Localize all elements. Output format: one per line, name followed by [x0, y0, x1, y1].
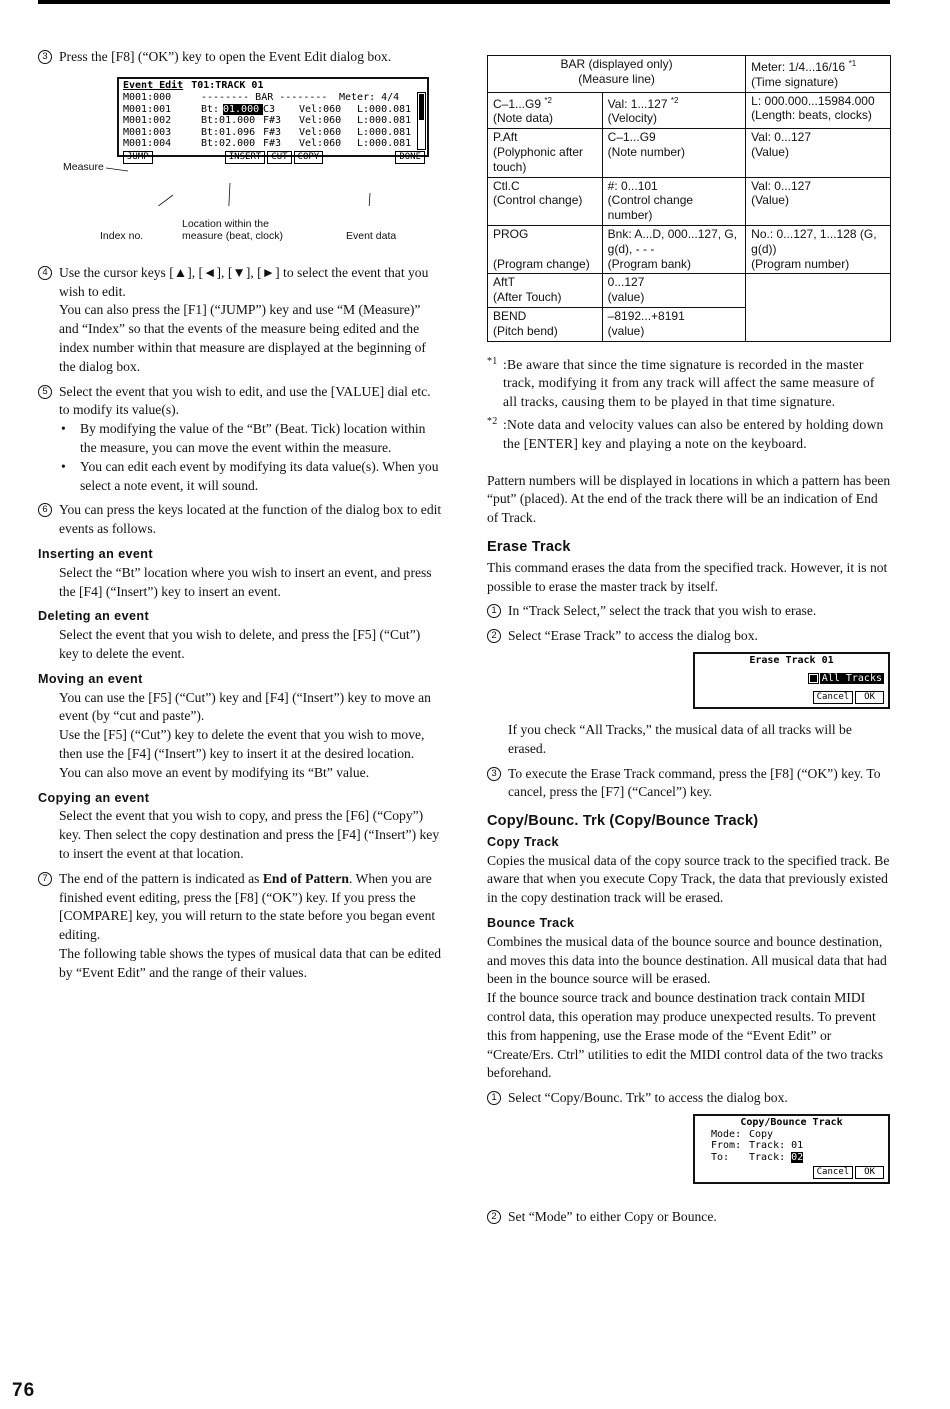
- step-text: Select the event that you wish to edit, and use the [VALUE] dial etc. to modify its value(s).: [59, 383, 431, 418]
- footnote-mark: *2: [487, 415, 498, 427]
- text: The end of the pattern is indicated as: [59, 870, 263, 886]
- cell-sub: (Value): [751, 144, 789, 159]
- step-text: Set “Mode” to either Copy or Bounce.: [508, 1209, 717, 1225]
- footnote-mark: *2: [670, 95, 679, 105]
- page-number: 76: [12, 1380, 36, 1401]
- table-cell: [746, 56, 891, 93]
- lcd-cell: F#3: [263, 126, 282, 138]
- lcd-track: T01:TRACK 01: [191, 79, 264, 91]
- copy-track-text: Copies the musical data of the copy source track to the specified track. Be aware that when you execute Copy Track, the data that previously existed in the copy destination track will be erased.: [487, 852, 890, 906]
- step-7: [38, 870, 442, 983]
- ok-button[interactable]: OK: [855, 1166, 884, 1179]
- paragraph: If the bounce source track and bounce destination track contain MIDI control data, this operation may produce unexpected results. To prevent this from happening, use the Erase mode of the “Event Edit” or “Create/Ers. Ctrl” utilities to edit the MIDI control data of the two tracks beforehand.: [487, 990, 883, 1081]
- step-3: [38, 48, 442, 67]
- lcd-title: Event Edit: [123, 79, 184, 91]
- done-button[interactable]: DONE: [395, 151, 425, 164]
- lcd-cell: C3: [263, 103, 276, 115]
- copy-button[interactable]: COPY: [294, 151, 324, 164]
- lcd-bar-label: -------- BAR --------: [201, 92, 328, 104]
- lcd-title: Copy/Bounce Track: [740, 1117, 843, 1129]
- step-text: You can press the keys located at the function of the dialog box to edit events as follows.: [59, 502, 442, 537]
- caption-index: Index no.: [100, 229, 144, 242]
- step-text: [59, 870, 442, 945]
- lcd-title: Erase Track 01: [749, 654, 834, 666]
- cut-button[interactable]: CUT: [267, 151, 291, 164]
- erase-note: If you check “All Tracks,” the musical data of all tracks will be erased.: [508, 721, 852, 756]
- step-number: 4: [38, 266, 52, 280]
- paragraph: You can use the [F5] (“Cut”) key and [F4] (“Insert”) key to move an event (by “cut and paste”).: [59, 689, 431, 724]
- table-cell: [488, 56, 746, 93]
- bullet-list: [59, 420, 442, 495]
- footnote-text: :Be aware that since the time signature is recorded in the master track, modifying it from any track will affect the same measure of all tracks, causing them to be played in that time signature.: [503, 356, 875, 410]
- event-edit-figure: [38, 73, 442, 243]
- left-column: [38, 48, 442, 988]
- lcd-cell: Bt:02.000: [201, 138, 256, 150]
- table-cell: [488, 129, 603, 177]
- step-4: [38, 264, 442, 377]
- cell-sub: (Length: beats, clocks): [751, 108, 872, 123]
- lcd-value: Copy: [749, 1128, 774, 1140]
- cell-value: Ctl.C: [493, 178, 520, 193]
- cell-sub: (Time signature): [751, 74, 839, 89]
- footnote-text: :Note data and velocity values can also be entered by holding down the [ENTER] key and playing a note on the keyboard.: [503, 416, 884, 451]
- jump-button[interactable]: JUMP: [123, 151, 153, 164]
- cell-sub: (value): [607, 323, 645, 338]
- copy-bounce-heading: Copy/Bounc. Trk (Copy/Bounce Track): [487, 813, 759, 830]
- cell-value: AftT: [493, 275, 516, 290]
- table-cell-empty: [746, 274, 891, 341]
- cell-value: 0...127: [607, 275, 645, 290]
- table-row: [488, 177, 891, 225]
- table-cell: [746, 177, 891, 225]
- erase-step-1: [487, 602, 891, 621]
- step-text: Select “Erase Track” to access the dialog box.: [508, 628, 758, 644]
- cell-sub: (Program change): [493, 256, 590, 271]
- table-row: [488, 56, 891, 93]
- lcd-cell: Vel:060: [299, 126, 342, 138]
- top-rule: [38, 0, 890, 4]
- lcd-meter: Meter: 4/4: [339, 92, 400, 104]
- lcd-value: Track: 01: [749, 1140, 804, 1152]
- cell-sub: (Pitch bend): [493, 323, 558, 338]
- mode-row[interactable]: [711, 1129, 888, 1141]
- step-text: To execute the Erase Track command, press the [F8] (“OK”) key. To cancel, press the [F7] (“Cancel”) key.: [508, 765, 881, 800]
- table-row: [488, 129, 891, 177]
- insert-button[interactable]: INSERT: [225, 151, 266, 164]
- table-cell: [746, 225, 891, 273]
- to-row[interactable]: [711, 1152, 888, 1164]
- table-row: [488, 274, 891, 308]
- lcd-cell: M001:001: [123, 103, 172, 115]
- copy-track-heading: Copy Track: [487, 834, 559, 849]
- table-cell: [602, 129, 746, 177]
- pattern-paragraph: Pattern numbers will be displayed in locations in which a pattern has been “put” (placed). At the end of the track there will be an indication of End of Track.: [487, 472, 891, 526]
- lcd-cell: F#3: [263, 138, 282, 150]
- lcd-cell: M001:004: [123, 138, 172, 150]
- cell-sub: (Measure line): [578, 71, 655, 86]
- caption-location: Location within the measure (beat, clock): [182, 217, 283, 243]
- lcd-cell: L:000.081: [357, 115, 412, 127]
- copying-text: Select the event that you wish to copy, and press the [F6] (“Copy”) key. Then select the copy destination and press the [F4] (“Insert”) key to insert the event at that location.: [59, 808, 440, 861]
- lcd-cell: Bt:: [201, 103, 220, 115]
- cell-sub: (Control change): [493, 193, 583, 208]
- all-tracks-checkbox[interactable]: [809, 673, 884, 685]
- table-cell: [488, 92, 603, 129]
- lcd-cell: Vel:060: [299, 103, 342, 115]
- bold-term: End of Pattern: [262, 870, 349, 886]
- table-cell: [602, 307, 746, 341]
- inserting-heading: Inserting an event: [38, 546, 153, 561]
- cell-value: PROG: [493, 226, 529, 241]
- cell-value: BEND: [493, 308, 527, 323]
- erase-step-2: [487, 627, 891, 646]
- footnote-mark: *1: [487, 355, 498, 367]
- cell-sub: (Program number): [751, 256, 850, 271]
- step-number: 6: [38, 503, 52, 517]
- event-types-table: [487, 55, 891, 342]
- cell-sub: (Control change number): [607, 193, 694, 223]
- cell-value: Val: 0...127: [751, 178, 811, 193]
- cancel-button[interactable]: Cancel: [813, 691, 854, 704]
- footnote-2: [487, 416, 891, 454]
- step-text: The following table shows the types of musical data that can be edited by “Event Edit” and the range of their values.: [59, 945, 442, 980]
- from-row[interactable]: [711, 1140, 888, 1152]
- right-column: [487, 55, 891, 1233]
- deleting-text: Select the event that you wish to delete, and press the [F5] (“Cut”) key to delete the event.: [59, 627, 421, 661]
- cell-sub: (Polyphonic after touch): [493, 144, 584, 174]
- erase-step-3: [487, 765, 891, 803]
- moving-heading: Moving an event: [38, 671, 143, 686]
- step-5: [38, 383, 442, 496]
- copy-step-1: [487, 1089, 891, 1108]
- text: . When you are finished event editing, press the [F8] (“OK”) key. If you press the [COMPARE] key, you will return to the state before you began event editing.: [59, 870, 436, 943]
- step-number: 3: [487, 767, 501, 781]
- table-row: [488, 92, 891, 129]
- step-text: In “Track Select,” select the track that you wish to erase.: [508, 603, 817, 619]
- cell-sub: (Value): [751, 193, 789, 208]
- table-cell: [602, 177, 746, 225]
- lcd-cell: M001:002: [123, 115, 172, 127]
- cell-value: –8192...+8191: [607, 308, 685, 323]
- lcd-cell: M001:003: [123, 126, 172, 138]
- footnote-1: [487, 356, 891, 412]
- figure-leader-lines: [38, 73, 442, 206]
- cell-sub: (Note number): [607, 144, 686, 159]
- cancel-button[interactable]: Cancel: [813, 1166, 854, 1179]
- erase-intro: This command erases the data from the specified track. However, it is not possible to erase the master track by itself.: [487, 559, 888, 594]
- caption-event-data: Event data: [346, 229, 397, 242]
- table-row: [488, 225, 891, 273]
- cell-sub: (Program bank): [607, 256, 692, 271]
- ok-button[interactable]: OK: [855, 691, 884, 704]
- lcd-cell-selected[interactable]: 01.000: [223, 104, 263, 116]
- step-text: You can also press the [F1] (“JUMP”) key and use “M (Measure)” and “Index” so that the events of the measure being edited and the index number within that measure are displayed at the beginning of the dialog box.: [59, 302, 426, 374]
- lcd-cell: Bt:01.096: [201, 126, 256, 138]
- table-cell: [602, 225, 746, 273]
- cell-value: #: 0...101: [607, 178, 658, 193]
- copying-heading: Copying an event: [38, 790, 150, 805]
- lcd-value: Track:: [749, 1151, 792, 1163]
- step-number: 3: [38, 50, 52, 64]
- cell-value: Meter: 1/4...16/16: [751, 60, 846, 74]
- cell-value: Val: 1...127: [607, 96, 668, 111]
- cell-value: Val: 0...127: [751, 130, 811, 145]
- lcd-cell: L:000.081: [357, 138, 412, 150]
- bounce-track-heading: Bounce Track: [487, 916, 575, 931]
- inserting-text: Select the “Bt” location where you wish to insert an event, and press the [F4] (“Insert”) key to insert an event.: [59, 564, 432, 599]
- lcd-label: To:: [711, 1151, 730, 1163]
- table-cell: [488, 177, 603, 225]
- cell-sub: (After Touch): [493, 290, 562, 305]
- table-cell: [746, 92, 891, 129]
- footnote-mark: *1: [848, 59, 857, 68]
- cell-sub: (Velocity): [607, 111, 658, 126]
- caption-measure: Measure: [63, 160, 104, 173]
- checkbox-icon: [809, 674, 818, 683]
- step-6: [38, 501, 442, 539]
- step-number: 2: [487, 629, 501, 643]
- cell-value: No.: 0...127, 1...128 (G, g(d)): [751, 226, 877, 256]
- checkbox-label: All Tracks: [821, 672, 882, 684]
- deleting-heading: Deleting an event: [38, 609, 150, 624]
- cell-value: Bnk: A...D, 000...127, G, g(d), - - -: [607, 226, 738, 256]
- lcd-label: Mode:: [711, 1128, 742, 1140]
- table-cell: [488, 274, 603, 308]
- table-cell: [746, 129, 891, 177]
- paragraph: Use the [F5] (“Cut”) key to delete the event that you wish to move, then use the [F4] (“Insert”) key to insert it at the desired location.: [59, 727, 425, 761]
- cell-value: P.Aft: [493, 130, 518, 145]
- step-number: 5: [38, 385, 52, 399]
- cell-sub: (Note data): [493, 111, 554, 126]
- moving-text: [38, 689, 442, 783]
- lcd-cell: Bt:01.000: [201, 115, 256, 127]
- copy-step-2: [487, 1208, 891, 1227]
- table-cell: [488, 307, 603, 341]
- table-cell: [602, 274, 746, 308]
- footnote-mark: *2: [544, 95, 552, 105]
- step-number: 1: [487, 604, 501, 618]
- step-text: Press the [F8] (“OK”) key to open the Event Edit dialog box.: [59, 49, 392, 64]
- step-number: 2: [487, 1210, 501, 1224]
- bounce-track-text: [487, 933, 891, 1083]
- lcd-value-selected[interactable]: 02: [791, 1151, 804, 1163]
- cell-value: C–1...G9: [493, 96, 542, 111]
- erase-track-lcd: [693, 652, 890, 709]
- paragraph: You can also move an event by modifying its “Bt” value.: [59, 764, 370, 780]
- cell-value: C–1...G9: [607, 130, 656, 145]
- lcd-cell: Vel:060: [299, 115, 342, 127]
- list-item: • By modifying the value of the “Bt” (Beat. Tick) location within the measure, you can move the event within the measure.: [59, 420, 442, 458]
- lcd-cell: L:000.081: [357, 103, 412, 115]
- cell-value: BAR (displayed only): [560, 57, 673, 71]
- step-text: Select “Copy/Bounc. Trk” to access the dialog box.: [508, 1090, 788, 1106]
- lcd-label: From:: [711, 1140, 742, 1152]
- step-number: 1: [487, 1091, 501, 1105]
- table-cell: [488, 225, 603, 273]
- lcd-row-measure: M001:000: [123, 92, 172, 104]
- erase-track-heading: Erase Track: [487, 538, 571, 555]
- step-number: 7: [38, 872, 52, 886]
- lcd-cell: L:000.081: [357, 126, 412, 138]
- table-cell: [602, 92, 746, 129]
- cell-sub: (value): [607, 290, 645, 305]
- list-item: • You can edit each event by modifying its data value(s). When you select a note event, it will sound.: [59, 458, 442, 496]
- paragraph: Combines the musical data of the bounce source and bounce destination, and moves this data into the bounce destination. All musical data that had been in the bounce source will be erased.: [487, 933, 887, 987]
- step-text: Use the cursor keys [▲], [◄], [▼], [►] to select the event that you wish to edit.: [59, 264, 429, 299]
- copy-bounce-lcd: [693, 1114, 890, 1184]
- lcd-cell: Vel:060: [299, 138, 342, 150]
- lcd-cell: F#3: [263, 115, 282, 127]
- cell-value: L: 000.000...15984.000: [751, 93, 875, 108]
